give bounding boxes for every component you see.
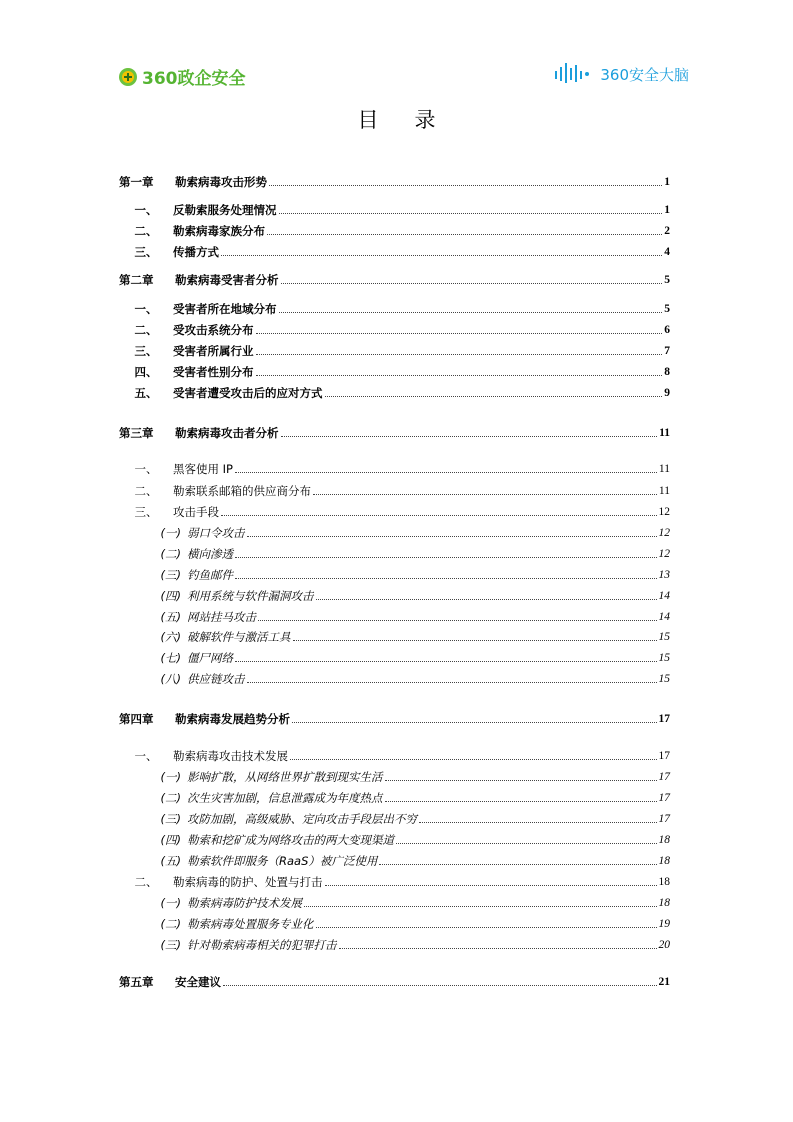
toc-entry-page: 15 — [658, 652, 670, 664]
toc-leader-dots — [247, 681, 657, 683]
toc-entry[interactable] — [119, 710, 670, 726]
toc-entry-label: 受害者所属行业 — [173, 344, 254, 358]
toc-entry[interactable] — [119, 173, 670, 189]
toc-entry[interactable] — [119, 482, 670, 498]
toc-entry-label: 供应链攻击 — [187, 672, 245, 686]
toc-entry-page: 18 — [658, 897, 670, 909]
toc-entry-label: 弱口令攻击 — [187, 526, 245, 540]
toc-entry[interactable] — [119, 894, 670, 910]
toc-entry-label: 针对勒索病毒相关的犯罪打击 — [187, 938, 337, 952]
toc-entry-page: 17 — [658, 813, 670, 825]
toc-entry-page: 1 — [664, 204, 670, 216]
toc-leader-dots — [221, 514, 657, 516]
toc-entry-number: (三) — [160, 812, 181, 826]
toc-leader-dots — [235, 471, 657, 473]
toc-entry[interactable] — [119, 768, 670, 784]
right-brand-text: 360安全大脑 — [600, 65, 689, 84]
toc-entry-page: 17 — [658, 771, 670, 783]
toc-leader-dots — [256, 374, 663, 376]
toc-leader-dots — [247, 535, 657, 537]
toc-entry-number: (五) — [160, 854, 181, 868]
toc-entry-number: 第四章 — [119, 712, 154, 726]
toc-entry-number: (二) — [160, 917, 181, 931]
toc-leader-dots — [279, 311, 663, 313]
toc-entry-label: 横向渗透 — [187, 547, 233, 561]
toc-leader-dots — [235, 556, 657, 558]
toc-leader-dots — [293, 639, 657, 641]
toc-entry-number: (四) — [160, 833, 181, 847]
toc-leader-dots — [396, 842, 657, 844]
toc-entry-label: 勒索病毒攻击技术发展 — [173, 749, 288, 763]
toc-entry-number: 二、 — [134, 484, 158, 498]
title-char-2: 录 — [414, 108, 436, 132]
toc-entry-number: 二、 — [134, 224, 158, 238]
toc-entry-page: 2 — [664, 225, 670, 237]
toc-entry[interactable] — [119, 831, 670, 847]
toc-entry-number: 第五章 — [119, 975, 154, 989]
toc-entry-number: (一) — [160, 896, 181, 910]
toc-entry[interactable] — [119, 384, 670, 400]
toc-entry-number: (三) — [160, 568, 181, 582]
toc-entry[interactable] — [119, 936, 670, 952]
toc-entry-page: 8 — [664, 366, 670, 378]
toc-leader-dots — [221, 254, 662, 256]
toc-entry-number: (八) — [160, 672, 181, 686]
toc-entry-label: 勒索病毒处置服务专业化 — [187, 917, 314, 931]
toc-entry-page: 5 — [664, 303, 670, 315]
toc-leader-dots — [258, 619, 657, 621]
toc-entry-page: 12 — [658, 548, 670, 560]
toc-entry-number: 一、 — [134, 302, 158, 316]
toc-entry[interactable] — [119, 321, 670, 337]
toc-entry-page: 13 — [658, 569, 670, 581]
toc-leader-dots — [235, 660, 657, 662]
toc-entry-page: 5 — [664, 274, 670, 286]
toc-leader-dots — [313, 493, 657, 495]
toc-leader-dots — [325, 395, 663, 397]
toc-leader-dots — [290, 758, 657, 760]
toc-entry-page: 11 — [658, 485, 670, 497]
toc-entry[interactable] — [119, 524, 670, 540]
toc-entry[interactable] — [119, 363, 670, 379]
toc-entry-number: 三、 — [134, 344, 158, 358]
toc-entry-label: 攻防加剧，高级威胁、定向攻击手段层出不穷 — [187, 812, 417, 826]
toc-entry-label: 勒索病毒攻击者分析 — [175, 426, 279, 440]
toc-entry-label: 钓鱼邮件 — [187, 568, 233, 582]
toc-entry[interactable] — [119, 243, 670, 259]
toc-entry-page: 11 — [658, 463, 670, 475]
toc-entry-number: (五) — [160, 610, 181, 624]
toc-entry[interactable] — [119, 545, 670, 561]
toc-entry-page: 1 — [664, 176, 670, 188]
toc-entry-label: 影响扩散，从网络世界扩散到现实生活 — [187, 770, 383, 784]
toc-entry-page: 14 — [658, 590, 670, 602]
toc-entry-page: 12 — [658, 506, 670, 518]
toc-leader-dots — [304, 905, 657, 907]
toc-leader-dots — [379, 863, 656, 865]
toc-entry-label: 网站挂马攻击 — [187, 610, 256, 624]
toc-entry-page: 9 — [664, 387, 670, 399]
toc-entry-number: 一、 — [134, 462, 158, 476]
toc-entry-number: (七) — [160, 651, 181, 665]
toc-leader-dots — [281, 282, 663, 284]
toc-entry-label: 勒索病毒攻击形势 — [175, 175, 267, 189]
toc-entry[interactable] — [119, 608, 670, 624]
toc-entry[interactable] — [119, 915, 670, 931]
title-char-1: 目 — [357, 108, 379, 132]
toc-entry-label: 勒索病毒发展趋势分析 — [175, 712, 290, 726]
toc-entry-page: 6 — [664, 324, 670, 336]
toc-entry-label: 勒索病毒的防护、处置与打击 — [173, 875, 323, 889]
toc-entry-label: 勒索和挖矿成为网络攻击的两大变现渠道 — [187, 833, 394, 847]
toc-entry-label: 勒索联系邮箱的供应商分布 — [173, 484, 311, 498]
toc-leader-dots — [385, 779, 657, 781]
toc-leader-dots — [279, 212, 663, 214]
toc-entry-number: (四) — [160, 589, 181, 603]
toc-entry[interactable] — [119, 300, 670, 316]
toc-entry-label: 受害者遭受攻击后的应对方式 — [173, 386, 323, 400]
toc-entry[interactable] — [119, 503, 670, 519]
toc-entry[interactable] — [119, 628, 670, 644]
toc-entry-label: 勒索软件即服务（RaaS）被广泛使用 — [187, 854, 378, 868]
logo-360-security-brain — [554, 62, 689, 86]
toc-entry-number: 四、 — [134, 365, 158, 379]
toc-entry[interactable] — [119, 649, 670, 665]
toc-entry-page: 12 — [658, 527, 670, 539]
toc-entry[interactable] — [119, 271, 670, 287]
toc-leader-dots — [316, 926, 657, 928]
toc-entry[interactable] — [119, 424, 670, 440]
toc-entry-label: 传播方式 — [173, 245, 219, 259]
toc-entry-page: 4 — [664, 246, 670, 258]
sound-bars-icon — [554, 62, 592, 86]
page-header — [0, 58, 793, 92]
toc-entry[interactable] — [119, 201, 670, 217]
toc-entry-page: 18 — [658, 834, 670, 846]
toc-entry-label: 勒索病毒受害者分析 — [175, 273, 279, 287]
toc-entry-page: 14 — [658, 611, 670, 623]
toc-entry[interactable] — [119, 873, 670, 889]
logo-360-gov-security — [118, 64, 246, 89]
toc-entry-page: 18 — [658, 855, 670, 867]
toc-entry-page: 17 — [658, 750, 670, 762]
toc-entry-number: (二) — [160, 791, 181, 805]
toc-entry-number: (六) — [160, 630, 181, 644]
toc-leader-dots — [256, 353, 663, 355]
toc-entry[interactable] — [119, 460, 670, 476]
toc-entry-number: (三) — [160, 938, 181, 952]
toc-leader-dots — [316, 598, 657, 600]
toc-entry[interactable] — [119, 852, 670, 868]
toc-entry-page: 7 — [664, 345, 670, 357]
toc-entry[interactable] — [119, 587, 670, 603]
toc-entry-label: 攻击手段 — [173, 505, 219, 519]
toc-entry[interactable] — [119, 222, 670, 238]
toc-entry-number: 一、 — [134, 203, 158, 217]
toc-entry-label: 勒索病毒防护技术发展 — [187, 896, 302, 910]
toc-entry-label: 利用系统与软件漏洞攻击 — [187, 589, 314, 603]
toc-entry-page: 15 — [658, 631, 670, 643]
toc-entry-number: (一) — [160, 526, 181, 540]
toc-entry-number: (一) — [160, 770, 181, 784]
left-brand-text: 360政企安全 — [142, 69, 246, 89]
toc-entry-number: (二) — [160, 547, 181, 561]
toc-leader-dots — [267, 233, 662, 235]
toc-entry[interactable] — [119, 670, 670, 686]
toc-entry-label: 次生灾害加剧，信息泄露成为年度热点 — [187, 791, 383, 805]
shield-plus-icon — [118, 67, 138, 87]
toc-entry-page: 20 — [658, 939, 670, 951]
toc-leader-dots — [281, 435, 658, 437]
toc-entry-page: 18 — [658, 876, 670, 888]
toc-entry-number: 第一章 — [119, 175, 154, 189]
toc-entry-label: 受害者性别分布 — [173, 365, 254, 379]
toc-entry-page: 17 — [658, 792, 670, 804]
toc-entry-page: 19 — [658, 918, 670, 930]
toc-entry-page: 11 — [659, 427, 670, 439]
toc-entry-number: 五、 — [134, 386, 158, 400]
toc-entry[interactable] — [119, 342, 670, 358]
toc-entry[interactable] — [119, 566, 670, 582]
toc-leader-dots — [235, 577, 657, 579]
toc-leader-dots — [269, 184, 662, 186]
toc-entry-page: 15 — [658, 673, 670, 685]
toc-entry[interactable] — [119, 810, 670, 826]
toc-leader-dots — [339, 947, 657, 949]
toc-entry-page: 17 — [658, 713, 670, 725]
toc-leader-dots — [223, 984, 657, 986]
toc-entry-label: 受攻击系统分布 — [173, 323, 254, 337]
toc-entry-number: 二、 — [134, 323, 158, 337]
toc-leader-dots — [419, 821, 657, 823]
toc-leader-dots — [256, 332, 663, 334]
toc-entry-number: 三、 — [134, 505, 158, 519]
toc-entry-label: 受害者所在地域分布 — [173, 302, 277, 316]
toc-entry-number: 三、 — [134, 245, 158, 259]
toc-entry-number: 一、 — [134, 749, 158, 763]
toc-entry-number: 第二章 — [119, 273, 154, 287]
toc-entry-number: 二、 — [134, 875, 158, 889]
toc-leader-dots — [325, 884, 657, 886]
toc-entry[interactable] — [119, 789, 670, 805]
page-title — [0, 104, 793, 134]
toc-entry-number: 第三章 — [119, 426, 154, 440]
toc-entry[interactable] — [119, 747, 670, 763]
toc-entry-label: 黑客使用 IP — [173, 462, 233, 476]
toc-entry[interactable] — [119, 973, 670, 989]
toc-entry-label: 安全建议 — [175, 975, 221, 989]
toc-entry-label: 勒索病毒家族分布 — [173, 224, 265, 238]
toc-leader-dots — [385, 800, 657, 802]
toc-entry-label: 僵尸网络 — [187, 651, 233, 665]
toc-entry-page: 21 — [658, 976, 670, 988]
toc-entry-label: 破解软件与激活工具 — [187, 630, 291, 644]
toc-leader-dots — [292, 721, 657, 723]
toc-entry-label: 反勒索服务处理情况 — [173, 203, 277, 217]
